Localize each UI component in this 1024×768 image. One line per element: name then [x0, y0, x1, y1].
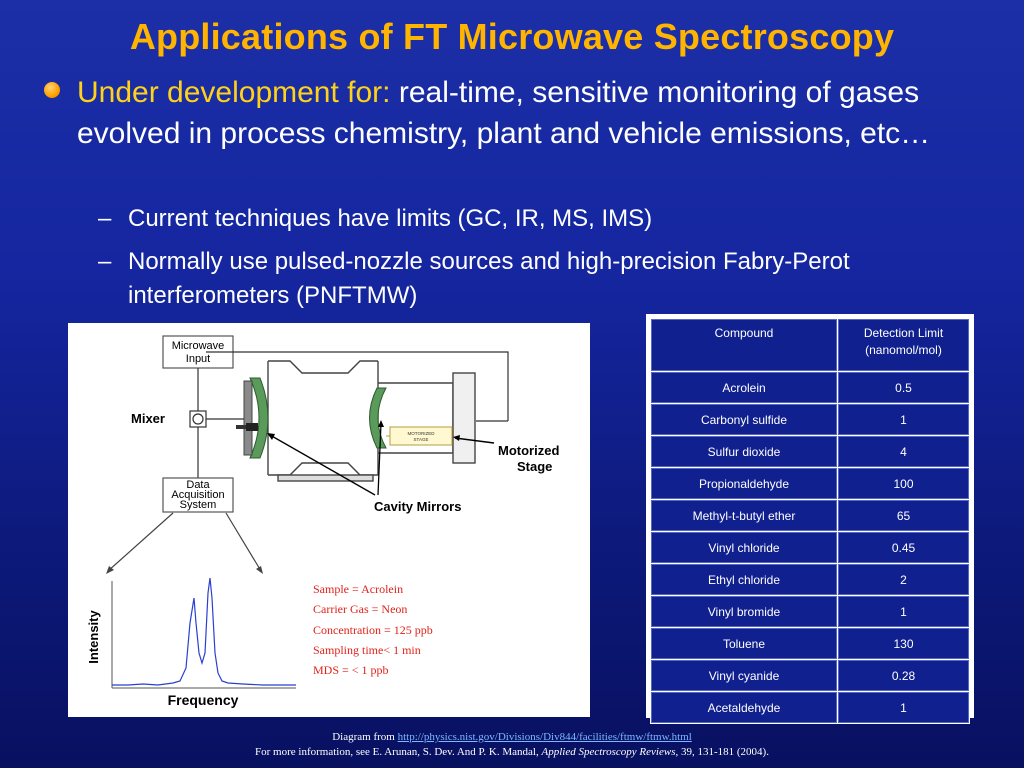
dash-icon: –: [98, 205, 112, 232]
limit-cell: 4: [838, 436, 970, 468]
compound-cell: Vinyl cyanide: [651, 660, 838, 692]
note-line: Carrier Gas = Neon: [313, 602, 408, 616]
limit-cell: 1: [838, 596, 970, 628]
mixer-label: Mixer: [131, 411, 165, 426]
microwave-input-label-2: Input: [185, 353, 211, 365]
compound-cell: Acetaldehyde: [651, 692, 838, 724]
table-row: [651, 596, 970, 628]
cavity-mirror-right: [370, 388, 387, 448]
header-detection-limit: Detection Limit (nanomol/mol): [838, 319, 970, 372]
subbullet-1-text: Current techniques have limits (GC, IR, MS, IMS): [128, 205, 653, 232]
spectrum-plot: [86, 578, 296, 708]
compound-cell: Vinyl bromide: [651, 596, 838, 628]
motorized-stage-box: [386, 427, 452, 445]
note-line: Sample = Acrolein: [313, 582, 404, 596]
table-row: [651, 404, 970, 436]
note-line: Sampling time< 1 min: [313, 643, 421, 657]
limit-cell: 0.5: [838, 372, 970, 404]
detection-limit-table-frame: [646, 314, 974, 718]
footer-diagram-source: [0, 731, 1024, 743]
footer-info-suffix: , 39, 131-181 (2004).: [675, 746, 769, 758]
table-row: [651, 628, 970, 660]
table-row: [651, 532, 970, 564]
table-row: [651, 372, 970, 404]
limit-cell: 2: [838, 564, 970, 596]
stage-box-label-1: MOTORIZED: [407, 431, 435, 436]
header-compound: Compound: [651, 319, 838, 372]
ftmw-diagram: [68, 323, 590, 717]
table-row: [651, 468, 970, 500]
compound-cell: Acrolein: [651, 372, 838, 404]
limit-cell: 0.28: [838, 660, 970, 692]
table-header-row: [651, 319, 970, 372]
table-row: [651, 436, 970, 468]
stage-box-label-2: STAGE: [413, 437, 429, 442]
y-axis-label: Intensity: [86, 610, 101, 664]
compound-cell: Methyl-t-butyl ether: [651, 500, 838, 532]
compound-cell: Propionaldehyde: [651, 468, 838, 500]
table-row: [651, 500, 970, 532]
compound-cell: Toluene: [651, 628, 838, 660]
motorized-stage-label-1: Motorized: [498, 443, 560, 458]
limit-cell: 1: [838, 692, 970, 724]
footer-reference: [0, 746, 1024, 758]
pulsed-nozzle-icon: [236, 423, 258, 431]
cavity-mirrors-label: Cavity Mirrors: [374, 499, 462, 514]
cavity-mirror-left: [244, 378, 268, 458]
table-row: [651, 564, 970, 596]
footer-journal: Applied Spectroscopy Reviews: [541, 746, 676, 758]
limit-cell: 0.45: [838, 532, 970, 564]
x-axis-label: Frequency: [167, 692, 239, 708]
footer-diagram-prefix: Diagram from: [332, 731, 398, 743]
footer-info-prefix: For more information, see E. Arunan, S. Dev. And P. K. Mandal,: [255, 746, 542, 758]
table-row: [651, 660, 970, 692]
motorized-stage-label-2: Stage: [517, 459, 553, 474]
compound-cell: Ethyl chloride: [651, 564, 838, 596]
limit-cell: 1: [838, 404, 970, 436]
microwave-input-label-1: Microwave: [171, 340, 225, 352]
limit-cell: 100: [838, 468, 970, 500]
main-bullet-text: [77, 72, 967, 154]
compound-cell: Sulfur dioxide: [651, 436, 838, 468]
mixer-icon: [190, 411, 206, 427]
detection-limit-table: [650, 318, 970, 724]
note-line: Concentration = 125 ppb: [313, 623, 433, 637]
dash-icon: –: [98, 248, 112, 275]
daq-label-1: Data: [186, 479, 210, 491]
diagram-source-link[interactable]: http://physics.nist.gov/Divisions/Div844/facilities/ftmw/ftmw.html: [397, 731, 692, 743]
sample-notes: [313, 582, 433, 677]
limit-cell: 65: [838, 500, 970, 532]
bullet-highlight: Under development for:: [77, 76, 391, 109]
subbullet-2-text: Normally use pulsed-nozzle sources and high-precision Fabry-Perot interferometers (PNFTMW): [128, 248, 850, 309]
note-line: MDS = < 1 ppb: [313, 663, 389, 677]
data-acquisition-box: [163, 478, 233, 512]
table-row: [651, 692, 970, 724]
bullet-body: real-time, sensitive monitoring of gases evolved in process chemistry, plant and vehicle emissions, etc…: [77, 76, 931, 150]
limit-cell: 130: [838, 628, 970, 660]
daq-label-2: Acquisition: [171, 489, 225, 501]
daq-label-3: System: [179, 499, 217, 511]
bullet-icon: [44, 82, 60, 98]
compound-cell: Carbonyl sulfide: [651, 404, 838, 436]
slide-title: Applications of FT Microwave Spectroscopy: [129, 16, 895, 57]
compound-cell: Vinyl chloride: [651, 532, 838, 564]
